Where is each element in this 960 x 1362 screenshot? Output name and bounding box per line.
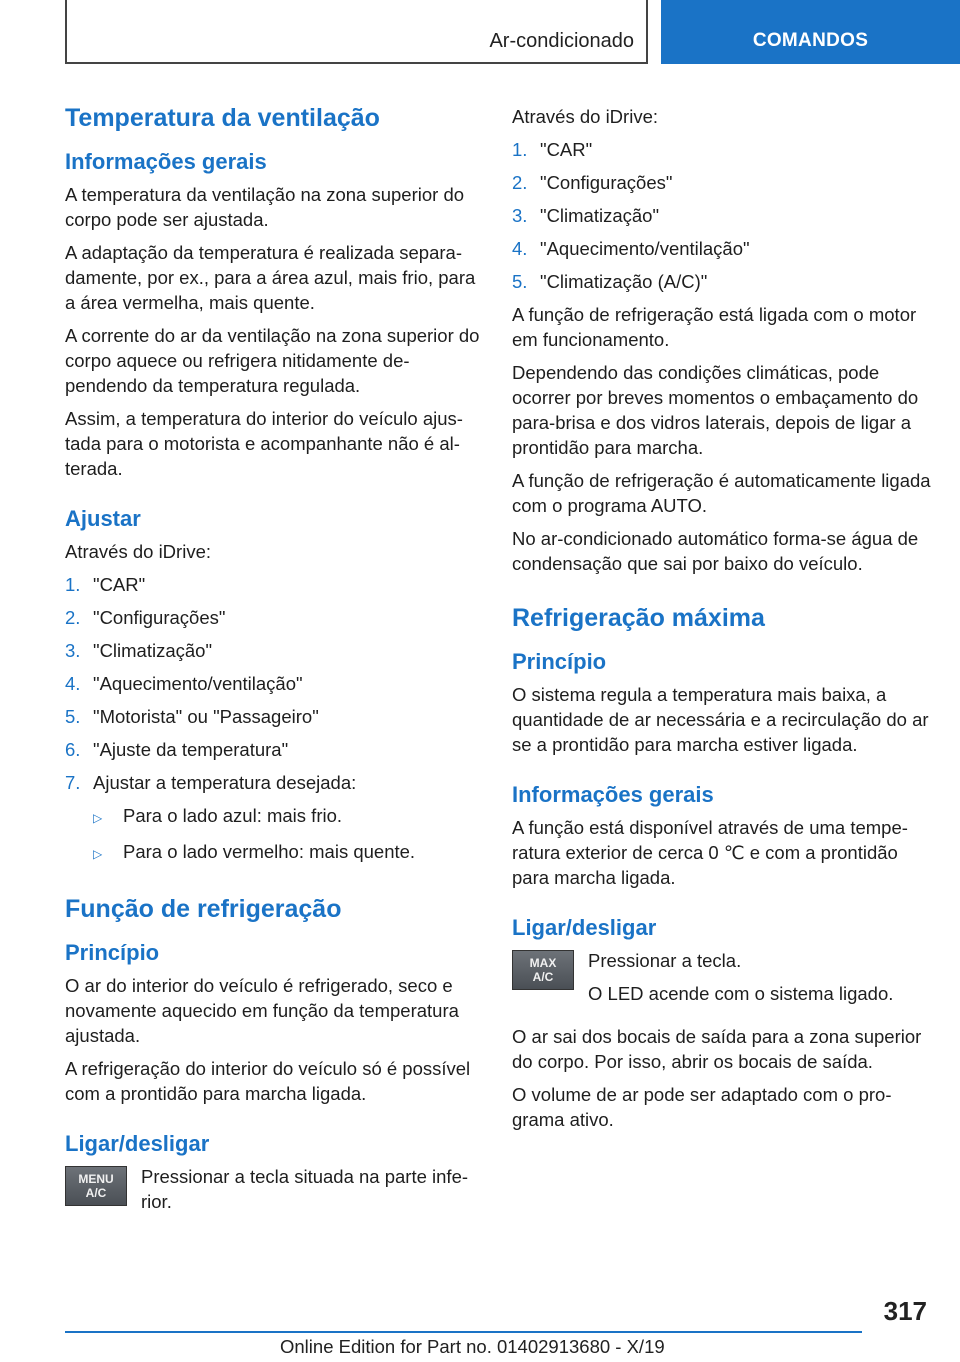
step-text: Ajustar a temperatura desejada: [93, 772, 357, 793]
sub-bullet-list [65, 803, 483, 867]
list-item [512, 203, 932, 228]
step-text: "CAR" [540, 139, 593, 160]
step-text: "Ajuste da temperatura" [93, 739, 289, 760]
paragraph: Assim, a temperatura do interior do veículo ajustada para o motorista e acompanhante não é alterada. [65, 408, 463, 479]
step-number: 3. [512, 205, 528, 226]
paragraph: A função de refrigeração está ligada com o motor em funcionamento. [512, 304, 917, 350]
paragraph: O volume de ar pode ser adaptado com o programa ativo. [512, 1084, 892, 1130]
subheading-principle: Princípio [512, 649, 607, 674]
step-text: "Climatização" [93, 640, 213, 661]
list-item [512, 137, 932, 162]
key-label-bottom: A/C [85, 1186, 107, 1200]
step-number: 7. [65, 772, 81, 793]
paragraph: O ar sai dos bocais de saída para a zona superior do corpo. Por isso, abrir os bocais de saída. [512, 1026, 922, 1072]
heading-max-cooling: Refrigeração máxima [512, 604, 765, 632]
list-item [93, 803, 483, 831]
step-text: "Motorista" ou "Passageiro" [93, 706, 319, 727]
key-label-bottom: A/C [532, 970, 554, 984]
paragraph-via-idrive: Através do iDrive: [65, 541, 211, 562]
step-number: 2. [65, 607, 81, 628]
list-item [65, 638, 483, 663]
bullet-text: Para o lado vermelho: mais quente. [123, 841, 416, 862]
step-number: 2. [512, 172, 528, 193]
step-number: 4. [512, 238, 528, 259]
subheading-adjust: Ajustar [65, 506, 141, 531]
paragraph: A adaptação da temperatura é realizada separadamente, por ex., para a área azul, mais frio, para a área vermelha, mais quente. [65, 242, 476, 313]
paragraph: A função está disponível através de uma temperatura exterior de cerca 0 ℃ e com a prontidão para marcha ligada. [512, 817, 908, 888]
max-ac-button-icon [512, 950, 574, 990]
paragraph: A função de refrigeração é automaticamente ligada com o programa AUTO. [512, 470, 931, 516]
step-number: 5. [65, 706, 81, 727]
paragraph: No ar-condicionado automático forma-se água de condensação que sai por baixo do veículo. [512, 528, 919, 574]
paragraph: A temperatura da ventilação na zona superior do corpo pode ser ajustada. [65, 184, 465, 230]
paragraph: A refrigeração do interior do veículo só é possível com a prontidão para marcha ligada. [65, 1058, 471, 1104]
paragraph: A corrente do ar da ventilação na zona superior do corpo aquece ou refrigera nitidamente dependendo da temperatura regulada. [65, 325, 480, 396]
left-column [65, 100, 483, 1230]
step-text: "Configurações" [93, 607, 226, 628]
steps-list [512, 137, 932, 294]
paragraph: O LED acende com o sistema ligado. [588, 983, 894, 1004]
subheading-on-off: Ligar/desligar [65, 1131, 210, 1156]
bullet-text: Para o lado azul: mais frio. [123, 805, 343, 826]
paragraph: O sistema regula a temperatura mais baixa, a quantidade de ar necessária e a recirculação do ar se a prontidão para marcha estiver ligada. [512, 684, 929, 755]
triangle-bullet-icon: ▷ [93, 847, 103, 861]
header-section-box [65, 0, 648, 64]
list-item [512, 170, 932, 195]
key-label-top: MENU [78, 1172, 114, 1186]
heading-ventilation-temperature: Temperatura da ventilação [65, 104, 380, 132]
step-number: 6. [65, 739, 81, 760]
step-text: "CAR" [93, 574, 146, 595]
page-number: 317 [883, 1296, 927, 1326]
paragraph: O ar do interior do veículo é refrigerado, seco e novamente aquecido em função da temperatura ajustada. [65, 975, 459, 1046]
step-text: "Climatização (A/C)" [540, 271, 708, 292]
footer-edition: Online Edition for Part no. 01402913680 - X/19 [280, 1336, 665, 1357]
step-number: 1. [512, 139, 528, 160]
triangle-bullet-icon: ▷ [93, 811, 103, 825]
list-item [65, 572, 483, 597]
paragraph-via-idrive: Através do iDrive: [512, 106, 658, 127]
subheading-general-info: Informações gerais [65, 149, 267, 174]
heading-cooling-function: Função de refrigeração [65, 895, 342, 923]
header-section-title: Ar-condicionado [489, 30, 634, 52]
list-item [65, 605, 483, 630]
footer-divider [65, 1331, 862, 1333]
list-item [65, 704, 483, 729]
list-item [512, 269, 932, 294]
step-number: 4. [65, 673, 81, 694]
subheading-general-info: Informações gerais [512, 782, 714, 807]
paragraph: Pressionar a tecla. [588, 950, 742, 971]
step-text: "Aquecimento/ventilação" [93, 673, 303, 694]
right-column [512, 104, 932, 1140]
list-item [65, 737, 483, 762]
list-item [65, 671, 483, 696]
menu-ac-button-icon [65, 1166, 127, 1206]
header-chapter-tab[interactable]: COMANDOS [661, 0, 960, 64]
steps-list [65, 572, 483, 795]
step-text: "Climatização" [540, 205, 660, 226]
list-item [93, 839, 483, 867]
paragraph: Pressionar a tecla situada na parte inferior. [141, 1166, 469, 1212]
paragraph: Dependendo das condições climáticas, pode ocorrer por breves momentos o embaçamento do para-brisa e dos vidros laterais, depois de ligar a prontidão para marcha. [512, 362, 919, 458]
list-item [65, 770, 483, 795]
step-number: 5. [512, 271, 528, 292]
max-ac-instruction [512, 948, 932, 1014]
step-text: "Aquecimento/ventilação" [540, 238, 750, 259]
subheading-on-off: Ligar/desligar [512, 915, 657, 940]
subheading-principle: Princípio [65, 940, 160, 965]
key-label-top: MAX [529, 956, 557, 970]
step-number: 3. [65, 640, 81, 661]
menu-ac-instruction [65, 1164, 483, 1222]
step-number: 1. [65, 574, 81, 595]
list-item [512, 236, 932, 261]
step-text: "Configurações" [540, 172, 673, 193]
